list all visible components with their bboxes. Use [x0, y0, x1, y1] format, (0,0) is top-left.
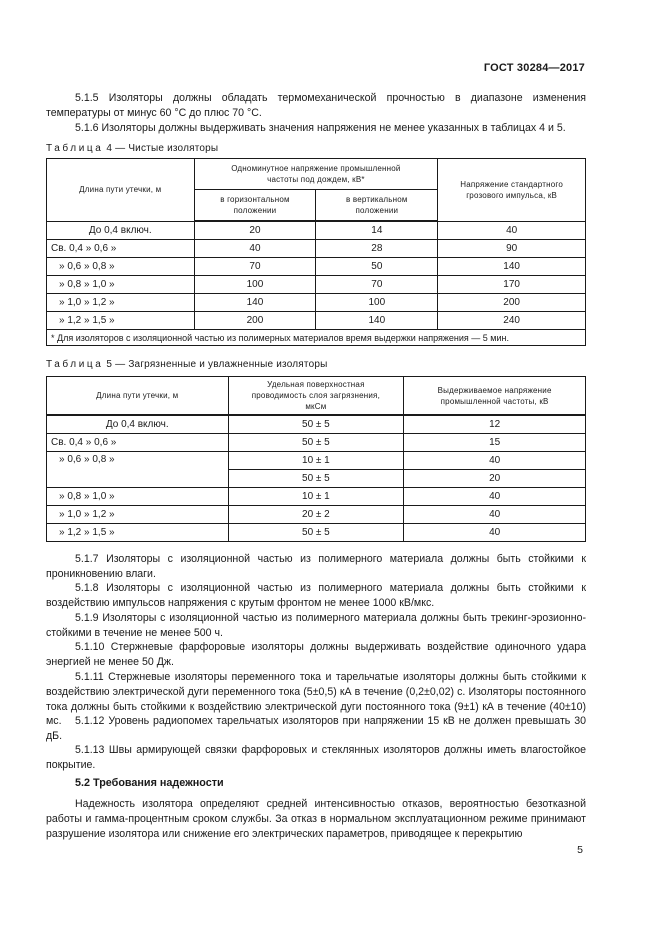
t5-cell: Св. 0,4 » 0,6 » — [47, 434, 229, 452]
t4-cell: 70 — [316, 276, 438, 294]
t5-cell: 50 ± 5 — [228, 524, 404, 542]
t5-header-conductivity: Удельная поверхностная проводимость слоя загрязнения, мкСм — [228, 377, 404, 416]
table5-caption-text: 5 — Загрязненные и увлажненные изоляторы — [103, 359, 328, 370]
t4-header-group: Одноминутное напряжение промышленной частоты под дождем, кВ* — [194, 159, 438, 190]
table-row — [47, 452, 586, 470]
paragraph-5-1-8: 5.1.8 Изоляторы с изоляционной частью из полимерного материала должны быть стойкими к воздействию импульсов напряжения с крутым фронтом не менее 1000 кВ/мкс. — [46, 582, 586, 609]
t4-cell: » 1,0 » 1,2 » — [47, 294, 195, 312]
table4-caption — [46, 143, 218, 154]
t5-header-voltage: Выдерживаемое напряжение промышленной частоты, кВ — [404, 377, 586, 416]
paragraph-5-2: Надежность изолятора определяют средней интенсивностью отказов, вероятностью безотказной работы и гамма-процентным сроком службы. За отказ в нормальном эксплуатационном режиме принимают разрушение изолятора или снижение его электрических параметров, приводящее к перекрытию — [46, 798, 586, 840]
t4-header-leakage: Длина пути утечки, м — [47, 159, 195, 222]
t4-cell: 70 — [194, 258, 316, 276]
t4-cell: 28 — [316, 240, 438, 258]
document-header: ГОСТ 30284—2017 — [483, 62, 585, 74]
t5-header-leakage: Длина пути утечки, м — [47, 377, 229, 416]
table-row — [47, 506, 586, 524]
t5-cell: » 1,2 » 1,5 » — [47, 524, 229, 542]
paragraph-5-1-9: 5.1.9 Изоляторы с изоляционной частью из полимерного материала должны быть трекинг-эрозионно-стойкими в течение не менее 500 ч. — [46, 612, 586, 639]
table-row — [47, 294, 586, 312]
t4-footnote: * Для изоляторов с изоляционной частью из полимерных материалов время выдержки напряжения — 5 мин. — [47, 330, 586, 346]
t5-cell: До 0,4 включ. — [47, 415, 229, 434]
t4-cell: 100 — [316, 294, 438, 312]
t4-cell: » 0,6 » 0,8 » — [47, 258, 195, 276]
t4-cell: До 0,4 включ. — [47, 221, 195, 240]
t5-cell: 10 ± 1 — [228, 452, 404, 470]
table5-caption-prefix: Таблица — [46, 359, 104, 370]
t4-cell: 50 — [316, 258, 438, 276]
t4-cell: 20 — [194, 221, 316, 240]
t4-cell: 200 — [438, 294, 586, 312]
page-number: 5 — [577, 844, 583, 856]
table-row — [47, 488, 586, 506]
table4-caption-text: 4 — Чистые изоляторы — [103, 143, 219, 154]
table4-caption-prefix: Таблица — [46, 143, 104, 154]
table-5-polluted-insulators — [46, 376, 586, 542]
table-4-clean-insulators — [46, 158, 586, 346]
table-row — [47, 415, 586, 434]
t4-cell: 240 — [438, 312, 586, 330]
t4-cell: 40 — [194, 240, 316, 258]
table-row — [47, 221, 586, 240]
t4-cell: 200 — [194, 312, 316, 330]
t4-cell: 14 — [316, 221, 438, 240]
t4-cell: 140 — [438, 258, 586, 276]
t5-cell: 50 ± 5 — [228, 470, 404, 488]
table-row — [47, 524, 586, 542]
paragraph-5-1-10: 5.1.10 Стержневые фарфоровые изоляторы должны выдерживать воздействие одиночного удара энергией не менее 50 Дж. — [46, 641, 586, 668]
t4-cell: 100 — [194, 276, 316, 294]
table-row — [47, 312, 586, 330]
t5-cell: 12 — [404, 415, 586, 434]
t4-cell: 40 — [438, 221, 586, 240]
table5-caption — [46, 359, 328, 370]
t5-cell: 40 — [404, 524, 586, 542]
t4-header-impulse: Напряжение стандартного грозового импульса, кВ — [438, 159, 586, 222]
t5-cell: 50 ± 5 — [228, 434, 404, 452]
table-row — [47, 258, 586, 276]
t4-cell: Св. 0,4 » 0,6 » — [47, 240, 195, 258]
t5-cell: » 1,0 » 1,2 » — [47, 506, 229, 524]
t5-cell: 40 — [404, 488, 586, 506]
paragraph-5-1-5: 5.1.5 Изоляторы должны обладать термомеханической прочностью в диапазоне изменения температуры от минус 60 °С до плюс 70 °С. — [46, 92, 586, 119]
t5-cell: » 0,6 » 0,8 » — [47, 452, 229, 488]
t4-cell: » 0,8 » 1,0 » — [47, 276, 195, 294]
paragraph-5-1-6: 5.1.6 Изоляторы должны выдерживать значения напряжения не менее указанных в таблицах 4 и 5. — [75, 122, 566, 134]
t5-cell: 10 ± 1 — [228, 488, 404, 506]
t4-cell: 140 — [194, 294, 316, 312]
table-row — [47, 240, 586, 258]
t5-cell: 20 — [404, 470, 586, 488]
t4-cell: 90 — [438, 240, 586, 258]
t5-cell: 20 ± 2 — [228, 506, 404, 524]
t4-cell: » 1,2 » 1,5 » — [47, 312, 195, 330]
table-row — [47, 276, 586, 294]
t4-cell: 170 — [438, 276, 586, 294]
paragraph-5-1-13: 5.1.13 Швы армирующей связки фарфоровых и стеклянных изоляторов должны иметь влагостойкое покрытие. — [46, 744, 586, 771]
t5-cell: 40 — [404, 506, 586, 524]
paragraph-5-1-7: 5.1.7 Изоляторы с изоляционной частью из полимерного материала должны быть стойкими к проникновению влаги. — [46, 553, 586, 580]
t4-header-horizontal: в горизонтальном положении — [194, 190, 316, 222]
paragraph-5-1-11: 5.1.11 Стержневые изоляторы переменного тока и тарельчатые изоляторы должны быть стойкими к воздействию электрической дуги переменного тока (5±0,5) кА в течение (0,2±0,02) с. Изоляторы постоянного тока должны быть стойкими к воздействию электрической дуги постоянного тока (9±1) кА в течение (40±10) мс. — [46, 671, 586, 728]
t5-cell: 50 ± 5 — [228, 415, 404, 434]
t5-cell: » 0,8 » 1,0 » — [47, 488, 229, 506]
table-row — [47, 434, 586, 452]
section-title-5-2: 5.2 Требования надежности — [75, 777, 224, 789]
t5-cell: 15 — [404, 434, 586, 452]
t5-cell: 40 — [404, 452, 586, 470]
paragraph-5-1-12: 5.1.12 Уровень радиопомех тарельчатых изоляторов при напряжении 15 кВ не должен превышать 30 дБ. — [46, 715, 586, 742]
t4-cell: 140 — [316, 312, 438, 330]
t4-header-vertical: в вертикальном положении — [316, 190, 438, 222]
